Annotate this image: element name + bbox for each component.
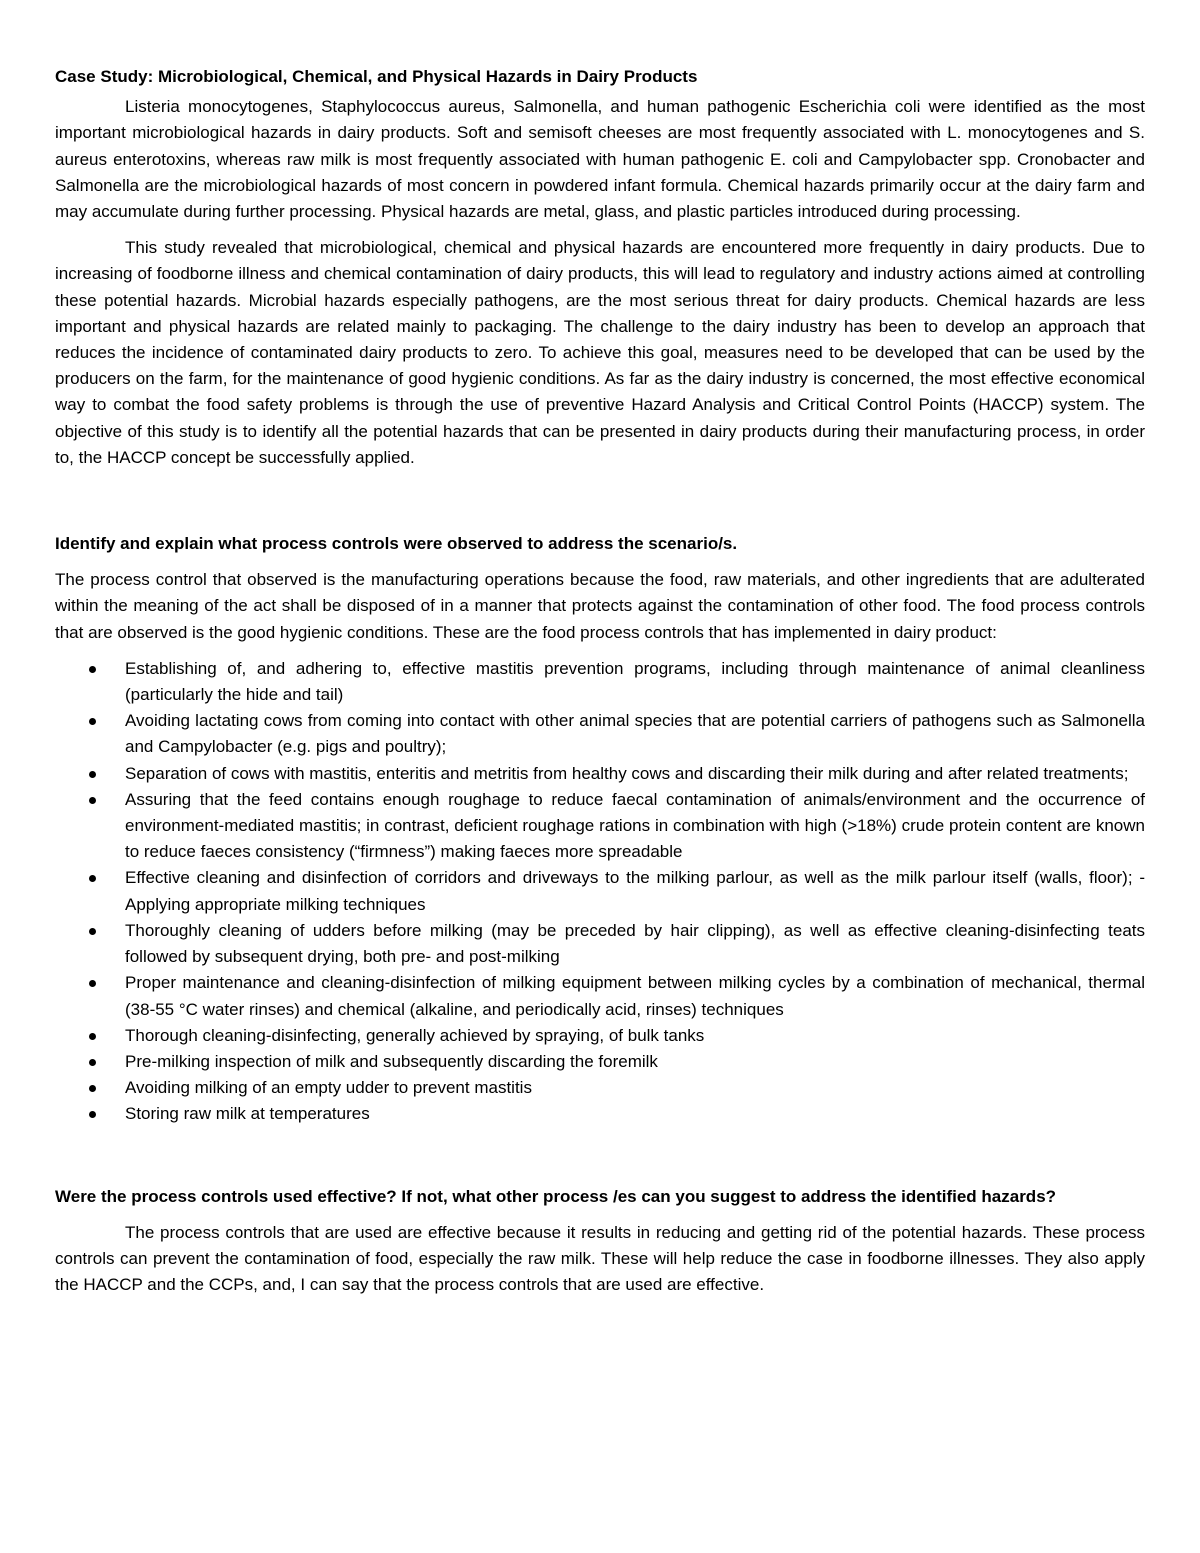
section2-paragraph: The process controls that are used are effective because it results in reducing and getting rid of the potential hazards. These process controls can prevent the contamination of food, especially the raw milk. These will help reduce the case in foodborne illnesses. They also apply the HACCP and the CCPs, and, I can say that the process controls that are used are effective. bbox=[55, 1222, 1145, 1295]
bullet-icon bbox=[89, 666, 96, 673]
list-item: Establishing of, and adhering to, effective mastitis prevention programs, including through maintenance of animal cleanliness (particularly the hide and tail) bbox=[55, 656, 1145, 708]
process-controls-list bbox=[55, 656, 1145, 1128]
intro-paragraph-1: Listeria monocytogenes, Staphylococcus aureus, Salmonella, and human pathogenic Escherichia coli were identified as the most important microbiological hazards in dairy products. Soft and semisoft cheeses are most frequently associated with L. monocytogenes and S. aureus enterotoxins, whereas raw milk is most frequently associated with human pathogenic E. coli and Campylobacter spp. Cronobacter and Salmonella are the microbiological hazards of most concern in powdered infant formula. Chemical hazards primarily occur at the dairy farm and may accumulate during further processing. Physical hazards are metal, glass, and plastic particles introduced during processing. bbox=[55, 97, 1145, 222]
bullet-icon bbox=[89, 1085, 96, 1092]
list-item: Thoroughly cleaning of udders before milking (may be preceded by hair clipping), as well as effective cleaning-disinfecting teats followed by subsequent drying, both pre- and post-milking bbox=[55, 918, 1145, 970]
list-item: Pre-milking inspection of milk and subsequently discarding the foremilk bbox=[55, 1049, 1145, 1075]
bullet-icon bbox=[89, 771, 96, 778]
bullet-icon bbox=[89, 1033, 96, 1040]
list-item: Assuring that the feed contains enough roughage to reduce faecal contamination of animals/environment and the occurrence of environment-mediated mastitis; in contrast, deficient roughage rations in combination with high (>18%) crude protein content are known to reduce faeces consistency (“firmness”) making faeces more spreadable bbox=[55, 787, 1145, 866]
section-spacer bbox=[55, 481, 1145, 531]
bullet-icon bbox=[89, 1059, 96, 1066]
document-page bbox=[55, 64, 1145, 1308]
section1-heading: Identify and explain what process controls were observed to address the scenario/s. bbox=[55, 534, 738, 554]
section1-paragraph: The process control that observed is the manufacturing operations because the food, raw materials, and other ingredients that are adulterated within the meaning of the act shall be disposed of in a manner that protects against the contamination of other food. The food process controls that are observed is the good hygienic conditions. These are the food process controls that has implemented in dairy product: bbox=[55, 570, 1145, 642]
bullet-icon bbox=[89, 797, 96, 804]
list-item: Avoiding lactating cows from coming into contact with other animal species that are potential carriers of pathogens such as Salmonella and Campylobacter (e.g. pigs and poultry); bbox=[55, 708, 1145, 760]
bullet-icon bbox=[89, 718, 96, 725]
bullet-icon bbox=[89, 1111, 96, 1118]
list-item: Avoiding milking of an empty udder to prevent mastitis bbox=[55, 1075, 1145, 1101]
list-item: Storing raw milk at temperatures bbox=[55, 1101, 1145, 1127]
section2-heading: Were the process controls used effective? If not, what other process /es can you suggest to address the identified hazards? bbox=[55, 1186, 1057, 1206]
list-item: Thorough cleaning-disinfecting, generally achieved by spraying, of bulk tanks bbox=[55, 1023, 1145, 1049]
bullet-icon bbox=[89, 875, 96, 882]
bullet-icon bbox=[89, 928, 96, 935]
section-spacer bbox=[55, 1128, 1145, 1184]
list-item: Proper maintenance and cleaning-disinfection of milking equipment between milking cycles by a combination of mechanical, thermal (38-55 °C water rinses) and chemical (alkaline, and periodically acid, rinses) techniques bbox=[55, 970, 1145, 1022]
list-item: Separation of cows with mastitis, enteritis and metritis from healthy cows and discarding their milk during and after related treatments; bbox=[55, 761, 1145, 787]
intro-paragraph-2: This study revealed that microbiological, chemical and physical hazards are encountered more frequently in dairy products. Due to increasing of foodborne illness and chemical contamination of dairy products, this will lead to regulatory and industry actions aimed at controlling these potential hazards. Microbial hazards especially pathogens, are the most serious threat for dairy products. Chemical hazards are less important and physical hazards are related mainly to packaging. The challenge to the dairy industry has been to develop an approach that reduces the incidence of contaminated dairy products to zero. To achieve this goal, measures need to be developed that can be used by the producers on the farm, for the maintenance of good hygienic conditions. As far as the dairy industry is concerned, the most effective economical way to combat the food safety problems is through the use of preventive Hazard Analysis and Critical Control Points (HACCP) system. The objective of this study is to identify all the potential hazards that can be presented in dairy products during their manufacturing process, in order to, the HACCP concept be successfully applied. bbox=[55, 238, 1145, 467]
bullet-icon bbox=[89, 980, 96, 987]
document-title: Case Study: Microbiological, Chemical, and Physical Hazards in Dairy Products bbox=[55, 67, 698, 86]
list-item: Effective cleaning and disinfection of corridors and driveways to the milking parlour, as well as the milk parlour itself (walls, floor); - Applying appropriate milking techniques bbox=[55, 865, 1145, 917]
